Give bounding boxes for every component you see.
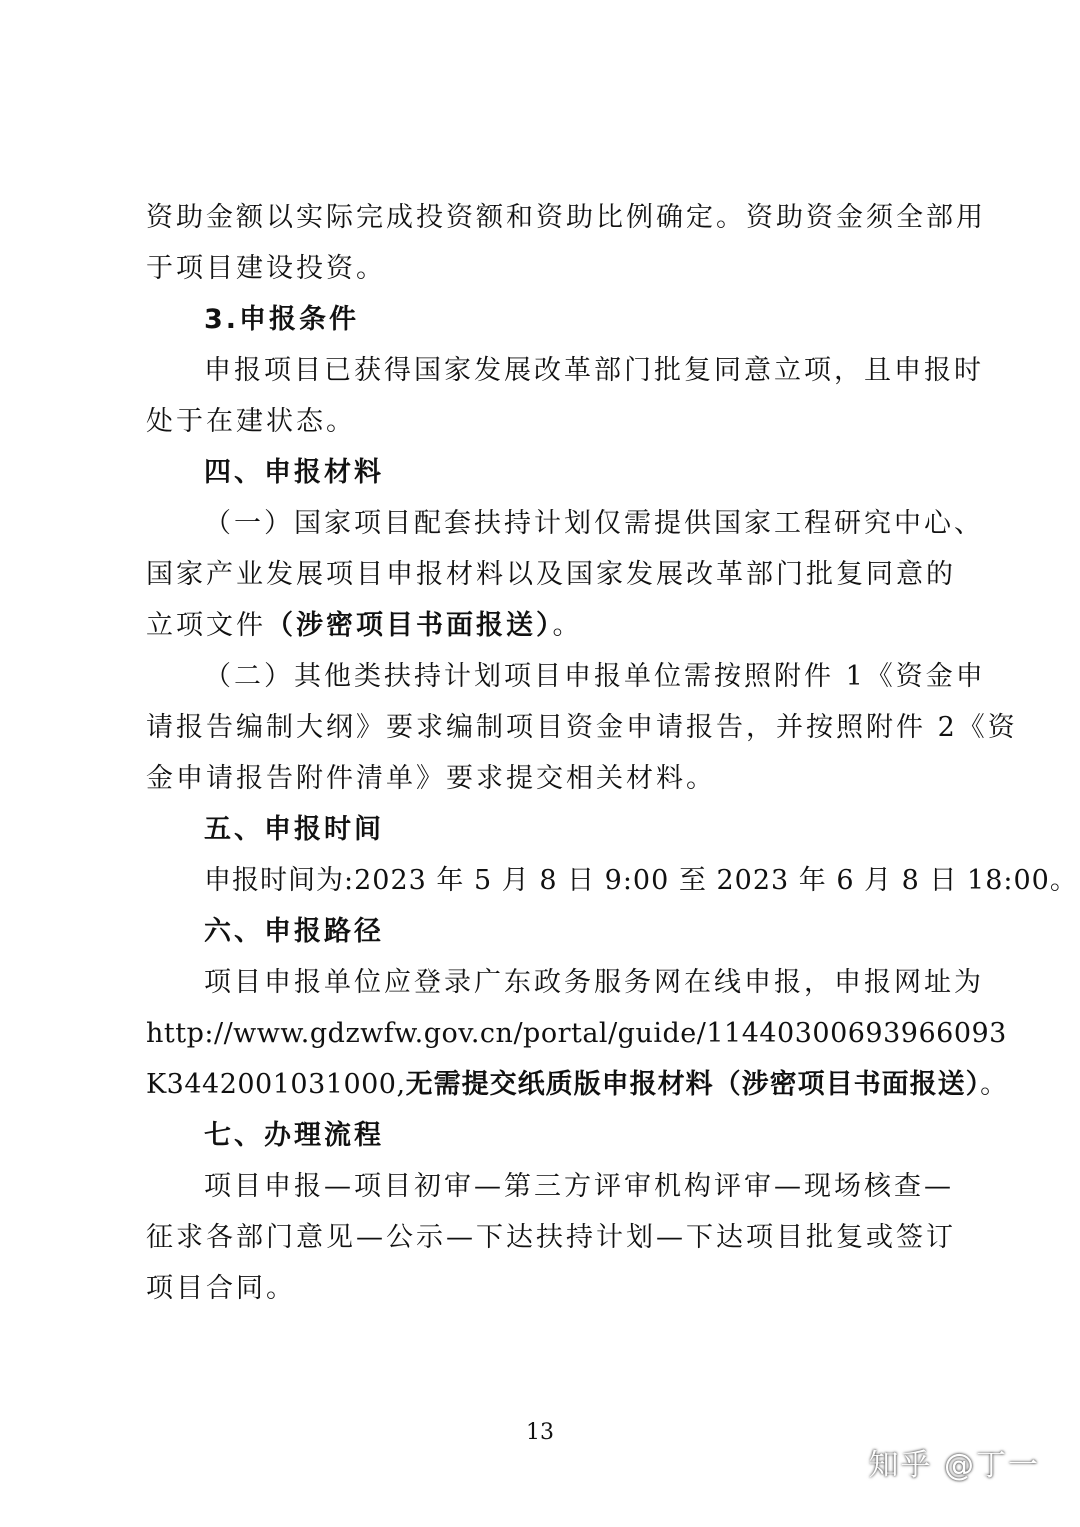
heading-materials: 四、申报材料 xyxy=(204,457,384,488)
text-line xyxy=(146,600,946,651)
page-number: 13 xyxy=(526,1420,554,1445)
text-line: 请报告编制大纲》要求编制项目资金申请报告，并按照附件 2《资 xyxy=(146,712,1018,743)
paragraph-route xyxy=(146,957,1009,1110)
text-run: 。 xyxy=(980,1069,1009,1100)
text-line: 申报时间为:2023 年 5 月 8 日 9:00 至 2023 年 6 月 8 日 18:00。 xyxy=(204,865,1078,896)
text-line: 资助金额以实际完成投资额和资助比例确定。资助资金须全部用 xyxy=(146,202,986,233)
heading-time: 五、申报时间 xyxy=(204,814,384,845)
paragraph-conditions xyxy=(146,345,984,447)
paragraph-time xyxy=(146,855,1078,906)
bold-note: 无需提交纸质版申报材料（涉密项目书面报送） xyxy=(405,1069,981,1100)
text-line: 征求各部门意见—公示—下达扶持计划—下达项目批复或签订 xyxy=(146,1222,956,1253)
bold-note: （涉密项目书面报送） xyxy=(266,610,553,641)
text-run: 立项文件 xyxy=(146,610,266,641)
heading-route: 六、申报路径 xyxy=(204,916,384,947)
paragraph-continued xyxy=(146,192,986,294)
text-line: 金申请报告附件清单》要求提交相关材料。 xyxy=(146,763,716,794)
heading-process: 七、办理流程 xyxy=(204,1120,384,1151)
paragraph-process xyxy=(146,1161,956,1314)
text-line: 项目合同。 xyxy=(146,1273,296,1304)
text-line: 处于在建状态。 xyxy=(146,406,356,437)
text-line: 项目申报—项目初审—第三方评审机构评审—现场核查— xyxy=(204,1171,954,1202)
url-text: K3442001031000, xyxy=(146,1069,406,1100)
paragraph-materials-2 xyxy=(146,651,1018,804)
heading-conditions: 3.申报条件 xyxy=(204,304,360,335)
text-line: （二）其他类扶持计划项目申报单位需按照附件 1《资金申 xyxy=(204,661,986,692)
paragraph-materials-1 xyxy=(146,498,984,651)
text-line xyxy=(146,1059,1009,1110)
document-body xyxy=(146,192,1078,1314)
text-run: 。 xyxy=(552,610,583,641)
text-line: 项目申报单位应登录广东政务服务网在线申报，申报网址为 xyxy=(204,967,984,998)
watermark: 知乎 @丁一 xyxy=(868,1448,1040,1483)
text-line: 申报项目已获得国家发展改革部门批复同意立项，且申报时 xyxy=(204,355,984,386)
text-line: （一）国家项目配套扶持计划仅需提供国家工程研究中心、 xyxy=(204,508,984,539)
text-line: 于项目建设投资。 xyxy=(146,253,386,284)
url-text: http://www.gdzwfw.gov.cn/portal/guide/11440300693966093 xyxy=(146,1018,1007,1049)
text-line: 国家产业发展项目申报材料以及国家发展改革部门批复同意的 xyxy=(146,559,956,590)
